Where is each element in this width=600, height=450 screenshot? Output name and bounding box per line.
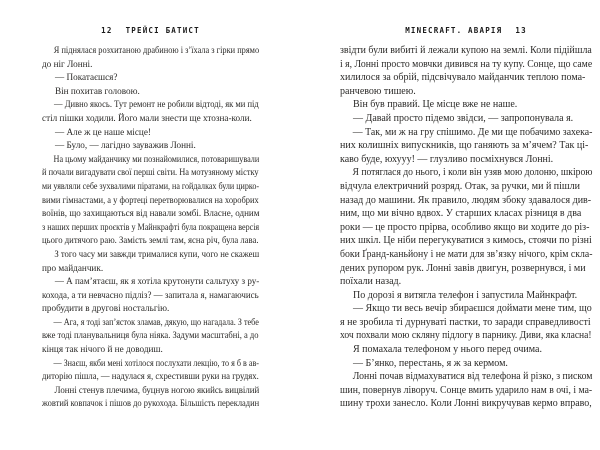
text-line: дених рупором рук. Лонні завів двигун, розвернувся, і ми — [340, 262, 586, 274]
right-running-title: MINECRAFT. АВАРІЯ — [405, 26, 503, 35]
left-page-number: 12 — [101, 26, 113, 35]
text-line: Я потяглася до нього, і коли він узяв мою долоню, шкірою — [352, 167, 593, 179]
text-line: жовтий ковпачок і пішов до рукохода. Більшість перекладин — [42, 398, 260, 409]
text-line: відчула електричний розряд. Отак, за ручки, ми й пішли — [340, 180, 580, 192]
text-line: — Було, — лагідно зауважив Лонні. — [55, 140, 196, 151]
text-line: боки Ґранд-каньйону і не мати для зв’язку нічого, крім скла- — [340, 248, 593, 260]
left-page-header — [42, 26, 259, 35]
text-line: хоч похвали мою скляну підлогу в парнику. Диви, яка класна! — [340, 330, 592, 342]
text-line: — Якщо ти весь вечір збираєшся доймати мене тим, що — [353, 303, 592, 315]
text-line: я не зробила ті дурнуваті пастки, то заради справедливості — [340, 316, 591, 328]
text-line: ми уявляли себе зухвалими піратами, на гойдалках були цирко- — [42, 180, 260, 191]
text-line: цього дитячого раю. Замість землі там, ясна річ, була лава. — [42, 235, 259, 246]
text-line: шину трохи занесло. Коли Лонні викручував кермо вправо, — [340, 398, 592, 410]
left-running-title: ТРЕЙСІ БАТИСТ — [125, 26, 200, 35]
right-page-text — [340, 44, 592, 411]
text-line: шин, повернув ліворуч. Сонце вмить ударило нам в очі, і ма- — [340, 384, 593, 396]
text-line: — Але ж це наше місце! — [55, 126, 151, 137]
text-line: пробудити в другові ностальгію. — [42, 303, 170, 314]
text-line: них колишніх випускників, що ганяють за м’ячем? Так ці- — [340, 140, 589, 152]
right-page-header — [340, 26, 592, 35]
text-line: З того часу ми завжди трималися купи, чого не скажеш — [54, 248, 260, 259]
text-line: вими гімнастами, а у фортеці перетворювалися на хоробрих — [42, 194, 259, 205]
text-line: Лонні почав відмахуватися від телефона й різко, з писком — [352, 371, 593, 383]
text-line: ним, що ми вічно вдвох. У старших класах різниця в два — [340, 208, 582, 220]
text-line: — Давай просто підемо звідси, — запропонувала я. — [353, 112, 574, 124]
text-line: них шкіл. Це ніби перегукуватися з кимось, стоячи по різні — [340, 235, 592, 247]
text-line: — Б’янко, перестань, я ж за кермом. — [353, 357, 508, 369]
text-line: й почали вигадувати свої перші світи. На мотузяному містку — [42, 167, 259, 178]
text-line: Він похитав головою. — [55, 85, 140, 96]
text-line: кохода, а ти невчасно підліз? — запитала я, намагаючись — [42, 289, 259, 300]
text-line: до ніг Лонні. — [42, 58, 93, 69]
text-line: кінця так нічого й не доводиш. — [42, 344, 163, 355]
text-line: Він був правий. Це місце вже не наше. — [353, 99, 518, 111]
text-line: назад до машини. Як правило, людям збоку здавалося див- — [340, 194, 592, 206]
text-line: Лонні стенув плечима, буцнув ногою якийсь вицвілий — [54, 384, 260, 395]
left-page-text — [42, 44, 259, 411]
text-line: звідти були вибиті й лежали купою на землі. Коли підійшла — [340, 45, 592, 56]
text-line: каво буде, юхууу! — глузливо посміхнувся Лонні. — [340, 153, 554, 165]
text-line: По дорозі я витягла телефон і запустила Майнкрафт. — [353, 289, 578, 301]
text-line: і я, Лонні просто мовчки дивився на ту купу. Сонце, що саме — [340, 58, 593, 70]
text-line: На цьому майданчику ми познайомилися, потоваришували — [53, 153, 260, 164]
text-line: воїнів, що захищаються від навали зомбі. Власне, одним — [42, 208, 260, 219]
text-line: — Знаєш, якби мені хотілося послухати лекцію, то я б в ав- — [53, 357, 259, 368]
text-line: про майданчик. — [42, 262, 104, 273]
text-line: ранчевою тишею. — [340, 85, 416, 97]
right-page-number: 13 — [515, 26, 527, 35]
text-line: Я піднялася розхитаною драбиною і з’їхала з гірки прямо — [53, 45, 260, 55]
text-line: стіл пішки ходили. Його мали знести ще хтозна-коли. — [42, 112, 252, 123]
text-line: — Дивно якось. Тут ремонт не робили відтоді, як ми під — [54, 99, 259, 110]
text-line: Я помахала телефоном у нього перед очима. — [353, 344, 542, 356]
text-line: диторію пішла, — надулася я, схрестивши руки на грудях. — [42, 371, 259, 382]
text-line: — Покатаєшся? — [55, 72, 118, 83]
text-line: вже тоді планувальниця була ніяка. Задуми масштабні, а до — [42, 330, 259, 341]
text-line: — А пам’ятаєш, як я хотіла крутонути сальтуху з ру- — [54, 276, 260, 287]
text-line: хилилося за обрій, підсвічувало майданчик теплою пома- — [340, 72, 586, 84]
text-line: — Ага, я тоді зап’ясток зламав, дякую, що нагадала. З тебе — [53, 316, 259, 327]
text-line: з наших перших проєктів у Майнкрафті була покращена версія — [42, 221, 260, 232]
text-line: поїхали назад. — [340, 276, 402, 288]
text-line: — Так, ми ж на гру спішимо. Де ми ще побачимо захека- — [352, 126, 593, 138]
text-line: роки — це просто прірва, особливо якщо ви ходите до різ- — [340, 221, 590, 233]
